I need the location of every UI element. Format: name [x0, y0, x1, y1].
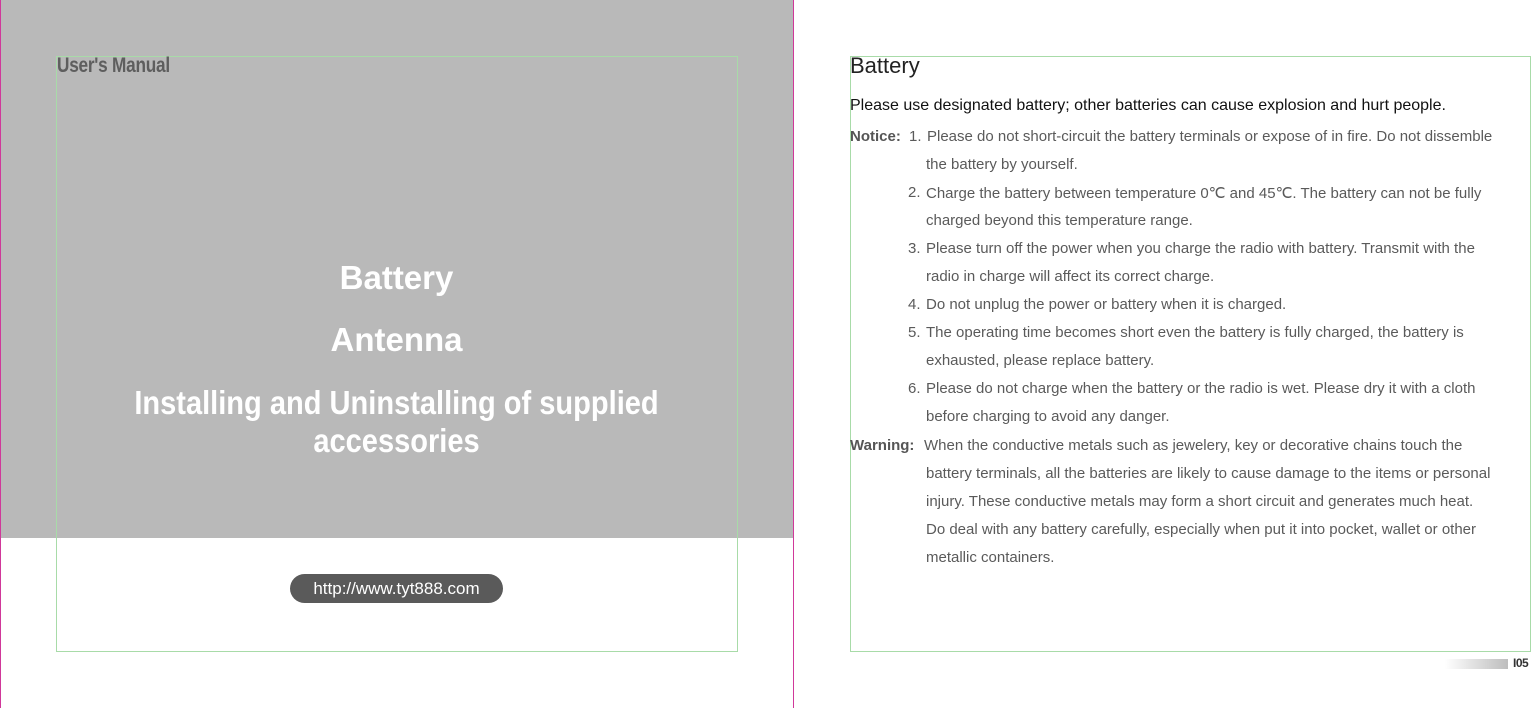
warning-line: metallic containers. — [926, 549, 1055, 566]
toc-item-battery: Battery — [339, 259, 454, 296]
notice-line: before charging to avoid any danger. — [926, 408, 1170, 425]
notice-number: 2. — [908, 184, 921, 201]
toc-item-antenna: Antenna — [330, 321, 463, 358]
page-number: I05 — [1513, 656, 1529, 670]
warning-line: When the conductive metals such as jewelery, key or decorative chains touch the — [924, 437, 1463, 454]
notice-line: Please do not charge when the battery or the radio is wet. Please dry it with a cloth — [926, 380, 1476, 397]
notice-label: Notice: — [850, 128, 901, 145]
website-url: http://www.tyt888.com — [290, 574, 503, 603]
page-number-value: 05 — [1515, 656, 1529, 670]
toc-item-accessories: Installing and Uninstalling of supplied accessories — [134, 384, 659, 459]
warning-line: battery terminals, all the batteries are likely to cause damage to the items or personal — [926, 465, 1491, 482]
notice-line: Please turn off the power when you charge the radio with battery. Transmit with the — [926, 240, 1475, 257]
notice-number: 4. — [908, 296, 921, 313]
notice-line: Charge the battery between temperature 0℃ and 45℃. The battery can not be fully — [926, 185, 1482, 202]
notice-number: 6. — [908, 380, 921, 397]
section-title: Battery — [850, 53, 920, 78]
warning-line: injury. These conductive metals may form a short circuit and generates much heat. — [926, 493, 1474, 510]
notice-line: charged beyond this temperature range. — [926, 212, 1193, 229]
notice-line: radio in charge will affect its correct charge. — [926, 268, 1215, 285]
notice-line: Do not unplug the power or battery when it is charged. — [926, 296, 1287, 313]
notice-line: Please do not short-circuit the battery terminals or expose of in fire. Do not dissemble — [927, 128, 1493, 145]
notice-number: 1. — [909, 128, 922, 145]
notice-number: 3. — [908, 240, 921, 257]
lead-sentence: Please use designated battery; other batteries can cause explosion and hurt people. — [850, 97, 1446, 114]
notice-number: 5. — [908, 324, 921, 341]
notice-line: The operating time becomes short even the battery is fully charged, the battery is — [926, 324, 1464, 341]
warning-line: Do deal with any battery carefully, especially when put it into pocket, wallet or other — [926, 521, 1477, 538]
notice-line: exhausted, please replace battery. — [926, 352, 1155, 369]
page-spine — [793, 0, 794, 708]
manual-header: User's Manual — [57, 54, 170, 77]
warning-label: Warning: — [850, 437, 915, 454]
notice-line: the battery by yourself. — [926, 156, 1078, 173]
page-number-bar — [1445, 659, 1508, 669]
